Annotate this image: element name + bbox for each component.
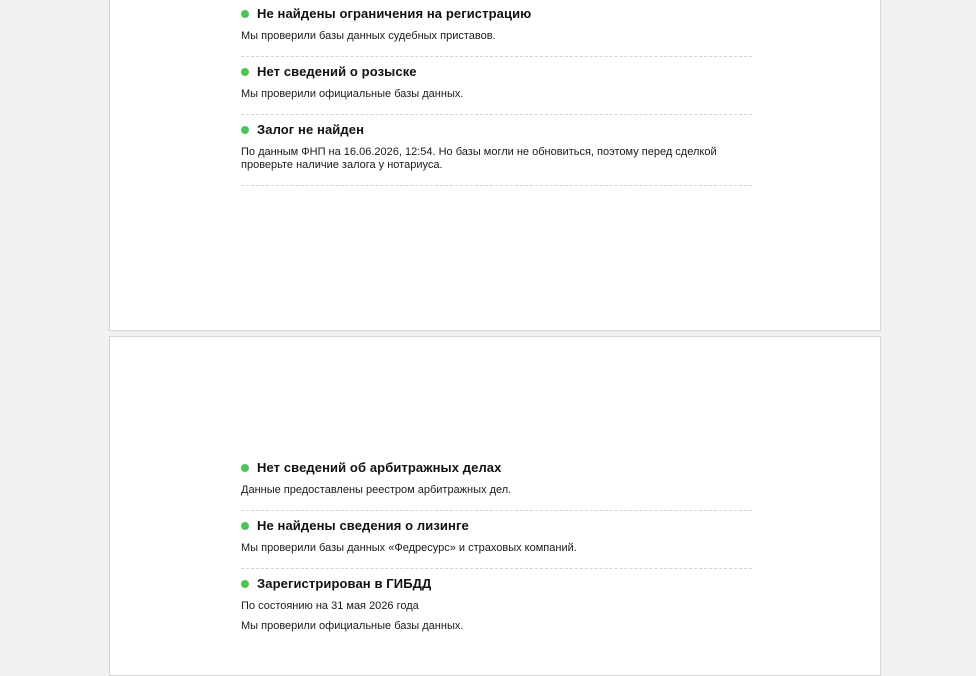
check-item-title: Нет сведений о розыске — [257, 64, 417, 79]
check-item-description: Мы проверили официальные базы данных. — [241, 88, 464, 100]
check-item-title: Не найдены ограничения на регистрацию — [257, 6, 532, 21]
check-item-title: Зарегистрирован в ГИБДД — [257, 576, 432, 591]
check-list — [241, 0, 752, 186]
check-item-arbitration — [241, 453, 752, 511]
check-item-description: По данным ФНП на 16.06.2026, 12:54. Но базы могли не обновиться, поэтому перед сделкой проверьте наличие залога у нотариуса. — [241, 146, 717, 171]
check-item-date: По состоянию на 31 мая 2026 года — [241, 600, 419, 612]
status-dot-icon — [241, 126, 249, 134]
check-list — [241, 453, 752, 646]
check-item-description: Мы проверили базы данных «Федресурс» и страховых компаний. — [241, 542, 577, 554]
status-dot-icon — [241, 580, 249, 588]
status-dot-icon — [241, 10, 249, 18]
check-item-pledge — [241, 115, 752, 186]
check-item-title: Нет сведений об арбитражных делах — [257, 460, 502, 475]
check-item-title: Не найдены сведения о лизинге — [257, 518, 469, 533]
check-item-description: Мы проверили официальные базы данных. — [241, 620, 464, 632]
status-dot-icon — [241, 464, 249, 472]
status-dot-icon — [241, 522, 249, 530]
check-item-description: Мы проверили базы данных судебных приставов. — [241, 30, 496, 42]
check-item-registration-restrictions — [241, 0, 752, 57]
check-item-title: Залог не найден — [257, 122, 365, 137]
report-page-2 — [109, 336, 881, 676]
check-item-gibdd-registration — [241, 569, 752, 646]
check-item-wanted — [241, 57, 752, 115]
check-item-leasing — [241, 511, 752, 569]
status-dot-icon — [241, 68, 249, 76]
report-page-1 — [109, 0, 881, 331]
check-item-description: Данные предоставлены реестром арбитражных дел. — [241, 484, 512, 496]
